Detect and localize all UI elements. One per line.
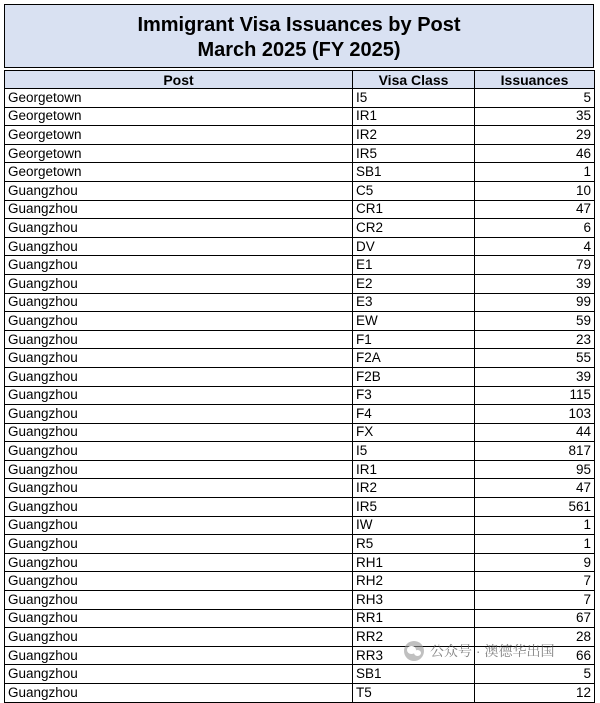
cell-issuances: 67 [475, 609, 595, 628]
cell-post: Guangzhou [5, 572, 353, 591]
table-row [5, 89, 595, 108]
table-row [5, 498, 595, 517]
cell-issuances: 5 [475, 665, 595, 684]
cell-post: Guangzhou [5, 200, 353, 219]
cell-issuances: 23 [475, 330, 595, 349]
watermark [404, 639, 554, 663]
table-row [5, 665, 595, 684]
cell-issuances: 66 [475, 646, 595, 665]
cell-visa-class: IR2 [353, 479, 475, 498]
table-row [5, 312, 595, 331]
table-row [5, 274, 595, 293]
cell-post: Guangzhou [5, 330, 353, 349]
cell-issuances: 4 [475, 237, 595, 256]
cell-post: Guangzhou [5, 405, 353, 424]
table-row [5, 386, 595, 405]
cell-issuances: 9 [475, 553, 595, 572]
cell-post: Guangzhou [5, 442, 353, 461]
cell-post: Guangzhou [5, 423, 353, 442]
table-row [5, 423, 595, 442]
cell-visa-class: R5 [353, 535, 475, 554]
cell-post: Guangzhou [5, 591, 353, 610]
table-row [5, 144, 595, 163]
table-row [5, 330, 595, 349]
cell-post: Guangzhou [5, 553, 353, 572]
cell-issuances: 79 [475, 256, 595, 275]
cell-visa-class: I5 [353, 89, 475, 108]
cell-issuances: 103 [475, 405, 595, 424]
cell-visa-class: F1 [353, 330, 475, 349]
cell-post: Guangzhou [5, 256, 353, 275]
table-row [5, 349, 595, 368]
cell-issuances: 12 [475, 684, 595, 703]
cell-post: Guangzhou [5, 237, 353, 256]
cell-visa-class: I5 [353, 442, 475, 461]
cell-issuances: 561 [475, 498, 595, 517]
cell-issuances: 39 [475, 274, 595, 293]
table-row [5, 405, 595, 424]
cell-visa-class: IR2 [353, 126, 475, 145]
table-row [5, 126, 595, 145]
cell-post: Guangzhou [5, 367, 353, 386]
cell-visa-class: RR2 [353, 628, 475, 647]
cell-post: Guangzhou [5, 628, 353, 647]
cell-issuances: 55 [475, 349, 595, 368]
cell-post: Guangzhou [5, 535, 353, 554]
table-row [5, 200, 595, 219]
cell-issuances: 46 [475, 144, 595, 163]
cell-post: Guangzhou [5, 498, 353, 517]
table-row [5, 460, 595, 479]
cell-post: Guangzhou [5, 293, 353, 312]
cell-issuances: 1 [475, 516, 595, 535]
cell-post: Guangzhou [5, 479, 353, 498]
cell-post: Georgetown [5, 107, 353, 126]
cell-post: Guangzhou [5, 646, 353, 665]
cell-visa-class: IW [353, 516, 475, 535]
cell-visa-class: F2B [353, 367, 475, 386]
cell-visa-class: E2 [353, 274, 475, 293]
cell-issuances: 35 [475, 107, 595, 126]
cell-issuances: 817 [475, 442, 595, 461]
cell-post: Guangzhou [5, 312, 353, 331]
header-issuances: Issuances [475, 71, 595, 89]
table-row [5, 442, 595, 461]
cell-post: Guangzhou [5, 460, 353, 479]
cell-issuances: 44 [475, 423, 595, 442]
cell-visa-class: EW [353, 312, 475, 331]
cell-issuances: 1 [475, 535, 595, 554]
cell-issuances: 7 [475, 572, 595, 591]
cell-issuances: 7 [475, 591, 595, 610]
cell-visa-class: C5 [353, 181, 475, 200]
table-row [5, 219, 595, 238]
cell-post: Georgetown [5, 89, 353, 108]
cell-issuances: 39 [475, 367, 595, 386]
table-row [5, 591, 595, 610]
cell-visa-class: RH3 [353, 591, 475, 610]
table-row [5, 684, 595, 703]
table-row [5, 293, 595, 312]
cell-issuances: 47 [475, 479, 595, 498]
header-post: Post [5, 71, 353, 89]
table-row [5, 572, 595, 591]
cell-visa-class: E1 [353, 256, 475, 275]
cell-issuances: 47 [475, 200, 595, 219]
table-row [5, 553, 595, 572]
table-row [5, 107, 595, 126]
cell-visa-class: RR3 [353, 646, 475, 665]
cell-post: Guangzhou [5, 665, 353, 684]
cell-visa-class: SB1 [353, 163, 475, 182]
cell-issuances: 95 [475, 460, 595, 479]
cell-post: Guangzhou [5, 609, 353, 628]
table-row [5, 516, 595, 535]
cell-issuances: 59 [475, 312, 595, 331]
table-row [5, 609, 595, 628]
cell-visa-class: F2A [353, 349, 475, 368]
header-visa-class: Visa Class [353, 71, 475, 89]
cell-post: Guangzhou [5, 274, 353, 293]
cell-visa-class: E3 [353, 293, 475, 312]
wechat-icon [404, 641, 424, 661]
cell-post: Guangzhou [5, 219, 353, 238]
cell-visa-class: T5 [353, 684, 475, 703]
table-row [5, 367, 595, 386]
cell-post: Guangzhou [5, 516, 353, 535]
table-row [5, 535, 595, 554]
table-row [5, 256, 595, 275]
cell-visa-class: CR2 [353, 219, 475, 238]
table-row [5, 163, 595, 182]
cell-post: Georgetown [5, 163, 353, 182]
cell-issuances: 10 [475, 181, 595, 200]
cell-visa-class: RH2 [353, 572, 475, 591]
cell-issuances: 28 [475, 628, 595, 647]
cell-issuances: 29 [475, 126, 595, 145]
watermark-text: 公众号 · 澳德华出国 [430, 643, 555, 659]
cell-issuances: 6 [475, 219, 595, 238]
cell-issuances: 115 [475, 386, 595, 405]
cell-issuances: 99 [475, 293, 595, 312]
cell-visa-class: F4 [353, 405, 475, 424]
title-banner [4, 4, 594, 68]
cell-visa-class: IR1 [353, 107, 475, 126]
cell-post: Georgetown [5, 126, 353, 145]
cell-visa-class: RH1 [353, 553, 475, 572]
cell-visa-class: F3 [353, 386, 475, 405]
cell-visa-class: SB1 [353, 665, 475, 684]
cell-post: Georgetown [5, 144, 353, 163]
cell-visa-class: FX [353, 423, 475, 442]
visa-issuances-table [4, 70, 595, 703]
cell-post: Guangzhou [5, 386, 353, 405]
table-row [5, 479, 595, 498]
cell-visa-class: IR1 [353, 460, 475, 479]
table-row [5, 237, 595, 256]
cell-visa-class: CR1 [353, 200, 475, 219]
cell-post: Guangzhou [5, 684, 353, 703]
table-row [5, 181, 595, 200]
table-body [5, 89, 595, 703]
cell-issuances: 1 [475, 163, 595, 182]
header-row [5, 71, 595, 89]
cell-visa-class: DV [353, 237, 475, 256]
cell-post: Guangzhou [5, 181, 353, 200]
page-title: Immigrant Visa Issuances by Post [137, 14, 461, 36]
cell-issuances: 5 [475, 89, 595, 108]
page-subtitle: March 2025 (FY 2025) [197, 39, 401, 61]
cell-post: Guangzhou [5, 349, 353, 368]
cell-visa-class: IR5 [353, 144, 475, 163]
cell-visa-class: RR1 [353, 609, 475, 628]
cell-visa-class: IR5 [353, 498, 475, 517]
